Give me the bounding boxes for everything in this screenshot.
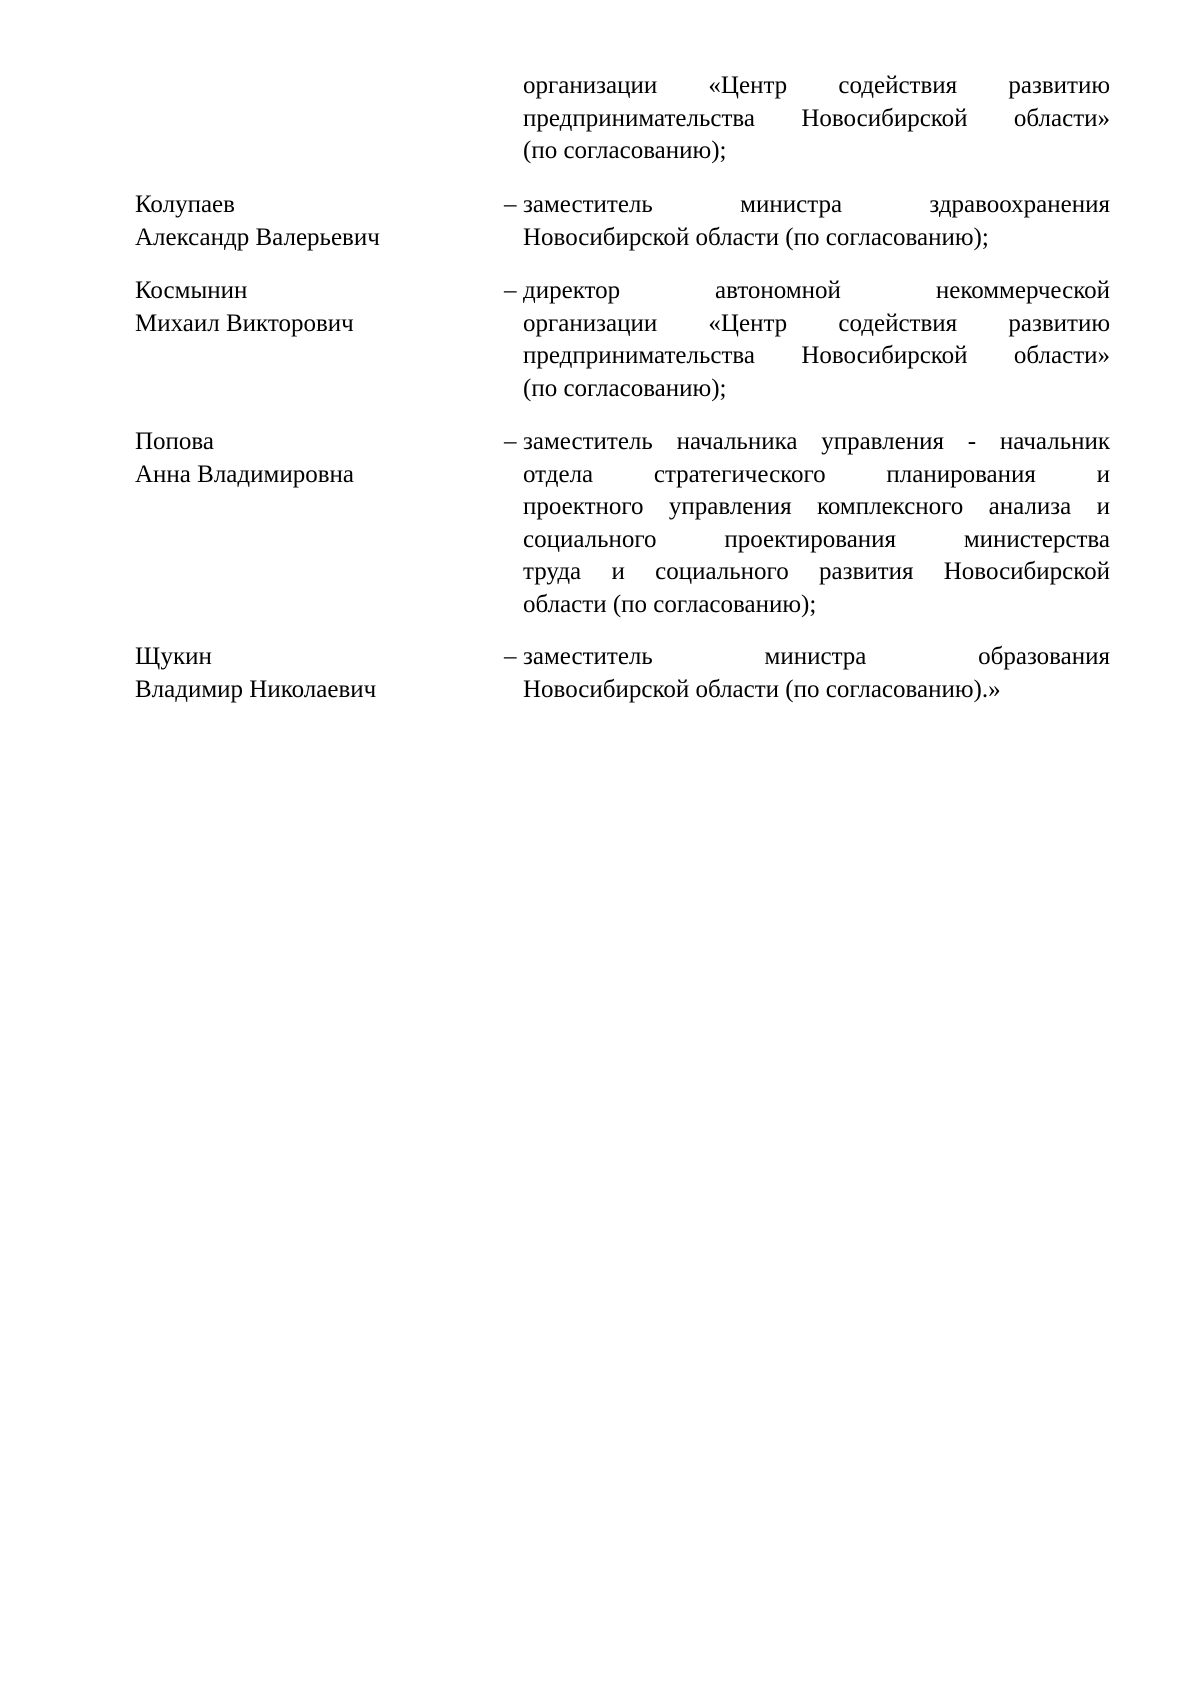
position-line: Новосибирской области (по согласованию);: [523, 223, 989, 251]
dash-separator: –: [504, 191, 517, 218]
position-line: области (по согласованию);: [523, 590, 817, 618]
position-line: социального проектирования министерства: [523, 525, 1110, 553]
member-name: [135, 275, 495, 340]
surname: Колупаев: [135, 191, 235, 218]
position-line: организации «Центр содействия развитию: [523, 309, 1110, 337]
position-line: отдела стратегического планирования и: [523, 460, 1110, 488]
position-line: директор автономной некоммерческой: [523, 277, 1110, 304]
position-line: (по согласованию);: [523, 374, 727, 402]
given-names: Анна Владимировна: [135, 460, 354, 488]
member-name: [135, 189, 495, 254]
member-position: [523, 70, 1110, 168]
given-names: Александр Валерьевич: [135, 223, 380, 251]
member-position: [523, 426, 1110, 621]
given-names: Владимир Николаевич: [135, 675, 377, 703]
position-line: организации «Центр содействия развитию: [523, 72, 1110, 99]
surname: Щукин: [135, 643, 212, 670]
position-line: заместитель начальника управления - начальник: [523, 428, 1110, 455]
member-name: [135, 426, 495, 491]
member-name: [135, 641, 495, 706]
position-line: заместитель министра образования: [523, 643, 1110, 670]
member-position: [523, 641, 1110, 706]
position-line: труда и социального развития Новосибирской: [523, 558, 1110, 585]
position-line: проектного управления комплексного анализа и: [523, 493, 1110, 520]
member-position: [523, 189, 1110, 254]
dash-separator: –: [504, 428, 517, 455]
dash-separator: –: [504, 277, 517, 304]
given-names: Михаил Викторович: [135, 309, 354, 337]
position-line: предпринимательства Новосибирской области»: [523, 342, 1110, 369]
position-line: предпринимательства Новосибирской области»: [523, 104, 1110, 132]
position-line: (по согласованию);: [523, 137, 727, 164]
surname: Попова: [135, 428, 215, 455]
position-line: Новосибирской области (по согласованию).»: [523, 675, 1001, 703]
surname: Космынин: [135, 277, 248, 304]
position-line: заместитель министра здравоохранения: [523, 191, 1110, 218]
dash-separator: –: [504, 643, 517, 670]
member-position: [523, 275, 1110, 405]
